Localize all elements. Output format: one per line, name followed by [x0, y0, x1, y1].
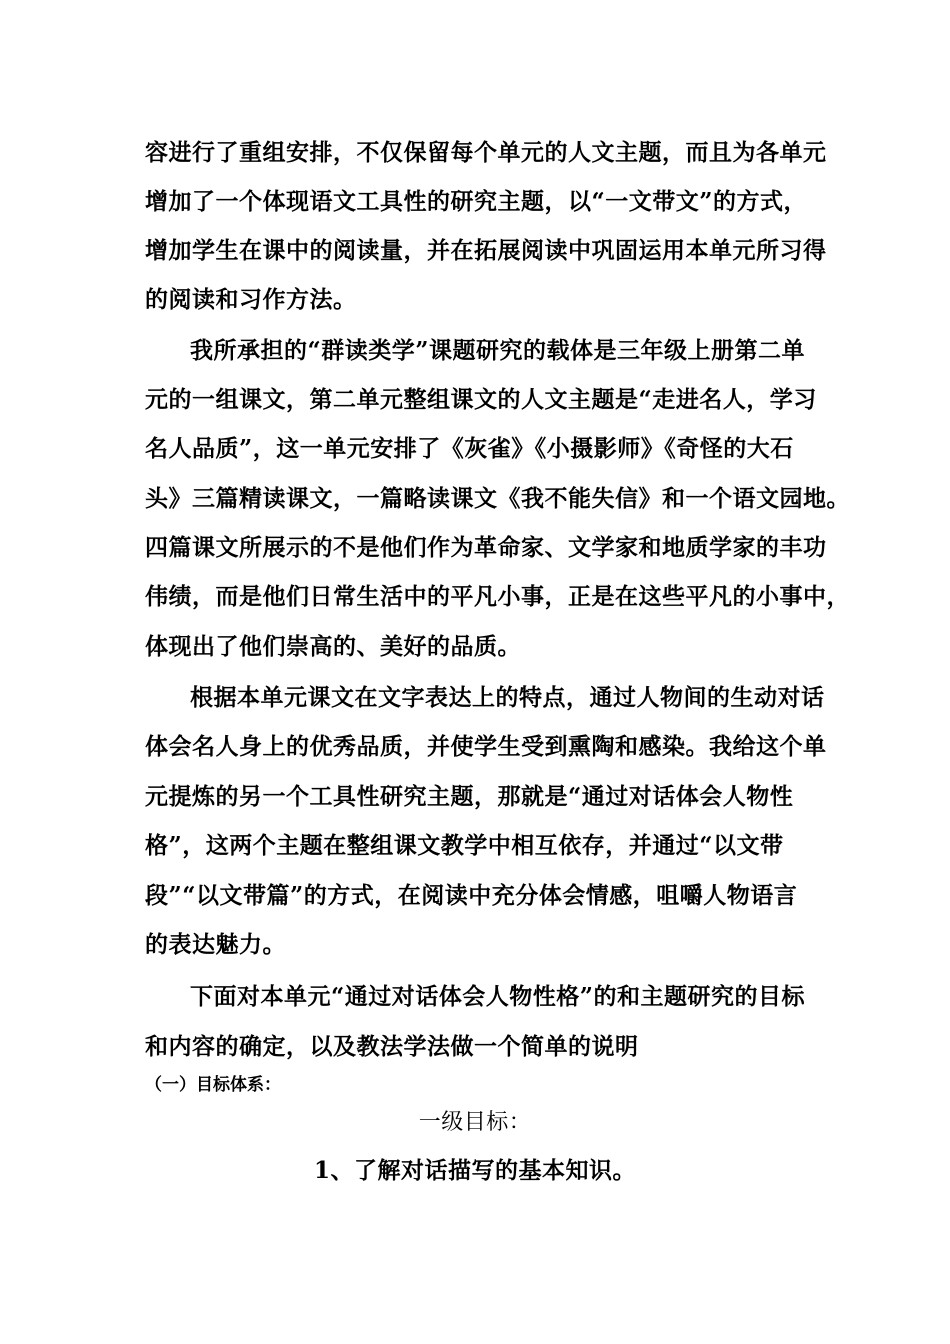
paragraph-line: 伟绩，而是他们日常生活中的平凡小事，正是在这些平凡的小事中，	[145, 583, 850, 610]
paragraph-line: 和内容的确定，以及教法学法做一个简单的说明	[145, 1033, 639, 1060]
paragraph-line: 的表达魅力。	[145, 931, 286, 958]
paragraph-line: 体现出了他们崇高的、美好的品质。	[145, 633, 521, 660]
paragraph-line: 增加了一个体现语文工具性的研究主题，以“一文带文”的方式，	[145, 188, 807, 215]
paragraph-line: 我所承担的“群读类学”课题研究的载体是三年级上册第二单	[190, 337, 805, 364]
paragraph-line: 名人品质”，这一单元安排了《灰雀》《小摄影师》《奇怪的大石	[145, 435, 794, 462]
paragraph-line: 段”“以文带篇”的方式，在阅读中充分体会情感，咀嚼人物语言	[145, 882, 798, 909]
section-heading: （一）目标体系：	[145, 1075, 281, 1095]
paragraph-line: 增加学生在课中的阅读量，并在拓展阅读中巩固运用本单元所习得	[145, 237, 827, 264]
level-heading: 一级目标：	[418, 1110, 532, 1135]
paragraph-line: 的阅读和习作方法。	[145, 286, 357, 313]
paragraph-line: 元提炼的另一个工具性研究主题，那就是“通过对话体会人物性	[145, 783, 794, 810]
paragraph-line: 四篇课文所展示的不是他们作为革命家、文学家和地质学家的丰功	[145, 534, 827, 561]
paragraph-line: 格”，这两个主题在整组课文教学中相互依存，并通过“以文带	[145, 832, 784, 859]
goal-item: 1、了解对话描写的基本知识。	[313, 1157, 636, 1184]
paragraph-line: 元的一组课文，第二单元整组课文的人文主题是“走进名人，学习	[145, 386, 817, 413]
paragraph-line: 下面对本单元“通过对话体会人物性格”的和主题研究的目标	[190, 983, 805, 1010]
paragraph-line: 体会名人身上的优秀品质，并使学生受到熏陶和感染。我给这个单	[145, 733, 827, 760]
paragraph-line: 根据本单元课文在文字表达上的特点，通过人物间的生动对话	[190, 684, 825, 711]
paragraph-line: 头》三篇精读课文，一篇略读课文《我不能失信》和一个语文园地。	[145, 485, 850, 512]
paragraph-line: 容进行了重组安排，不仅保留每个单元的人文主题，而且为各单元	[145, 139, 827, 166]
